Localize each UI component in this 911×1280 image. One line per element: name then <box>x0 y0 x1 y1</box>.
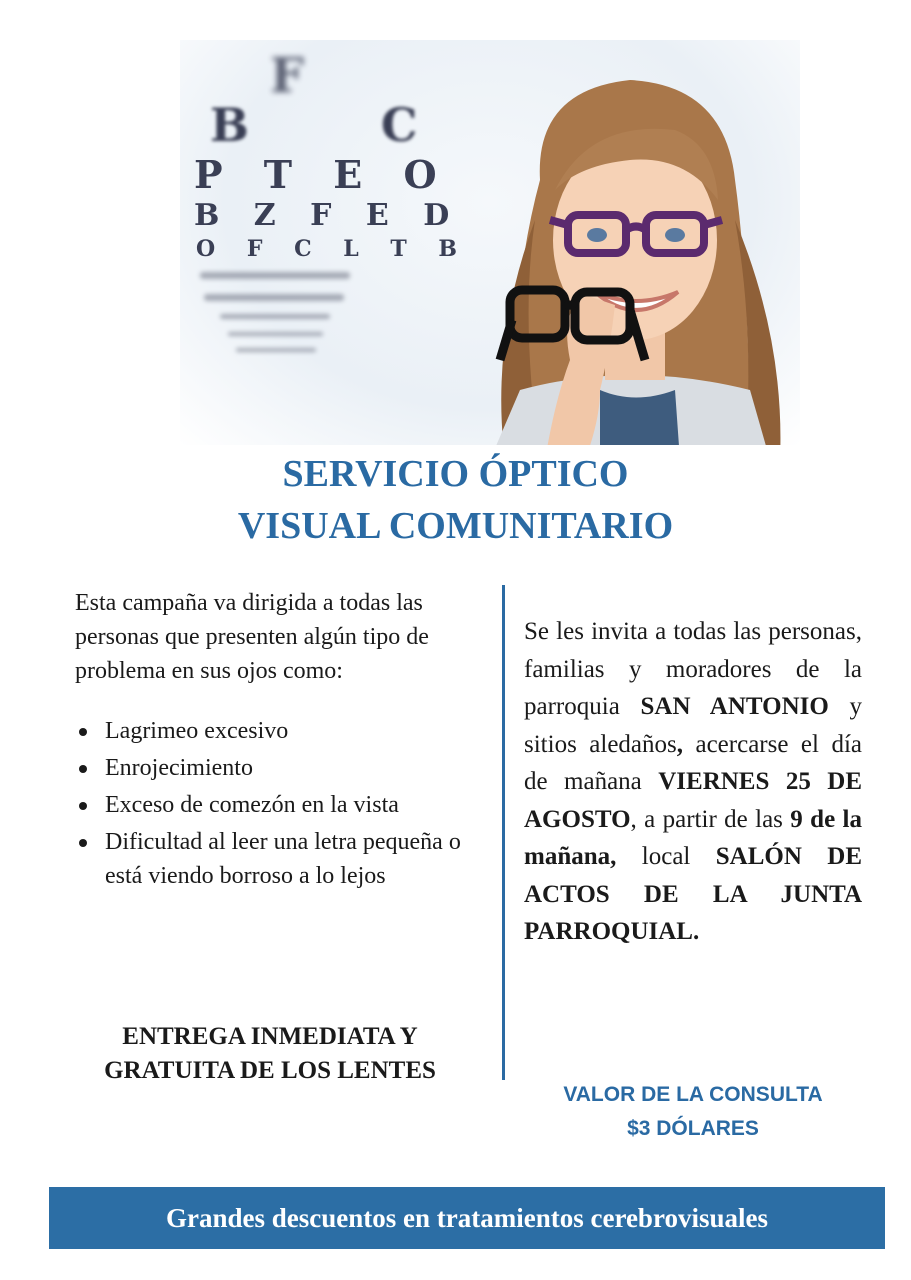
invitation-comma: , <box>676 730 683 758</box>
symptom-list <box>75 714 495 893</box>
page-title <box>0 448 911 552</box>
intro-text: Esta campaña va dirigida a todas las personas que presenten algún tipo de problema en sus ojos como: <box>75 590 429 684</box>
bullet-icon <box>79 839 87 847</box>
list-item <box>75 751 495 785</box>
eye-chart-row: B Z F E D <box>194 198 462 233</box>
list-item <box>75 825 495 893</box>
invitation-nearby: y sitios aledaños <box>524 693 862 758</box>
eye-chart-row: F <box>270 48 305 104</box>
eye-chart-blur-row <box>236 348 316 352</box>
left-column <box>75 586 495 896</box>
list-item-label: Exceso de comezón en la vista <box>105 792 399 818</box>
eye-chart-blur-row <box>200 272 350 279</box>
eye-chart-row: P T E O <box>194 152 451 197</box>
parish-name: SAN ANTONIO <box>640 693 829 720</box>
free-lenses-line: ENTREGA INMEDIATA Y <box>122 1023 418 1050</box>
free-lenses-notice <box>60 1020 480 1088</box>
column-divider <box>502 585 505 1080</box>
eye-chart-blur-row <box>228 332 323 336</box>
invitation-local: local <box>616 843 691 870</box>
hero-photo <box>180 40 800 445</box>
bullet-icon <box>79 728 87 736</box>
invitation-text <box>524 613 862 951</box>
title-line: SERVICIO ÓPTICO <box>282 453 629 495</box>
list-item <box>75 714 495 748</box>
free-lenses-line: GRATUITA DE LOS LENTES <box>104 1057 436 1084</box>
consultation-price <box>524 1078 862 1146</box>
bullet-icon <box>79 765 87 773</box>
title-line: VISUAL COMUNITARIO <box>237 505 674 547</box>
girl-with-glasses-illustration <box>450 60 800 445</box>
list-item-label: Dificultad al leer una letra pequeña o está viendo borroso a lo lejos <box>105 829 461 889</box>
invitation-paragraph <box>524 613 862 951</box>
invitation-approach: acercarse el día de mañana <box>524 730 862 795</box>
bullet-icon <box>79 802 87 810</box>
event-venue: SALÓN DE ACTOS DE LA JUNTA PARROQUIAL. <box>524 843 862 945</box>
discount-banner: Grandes descuentos en tratamientos cerebrovisuales <box>49 1187 885 1249</box>
eye-chart-blur-row <box>204 294 344 301</box>
eye-chart <box>180 40 480 400</box>
eye-chart-blur-row <box>220 314 330 319</box>
list-item <box>75 788 495 822</box>
event-time: 9 de la mañana, <box>524 805 863 870</box>
list-item-label: Lagrimeo excesivo <box>105 718 289 744</box>
eye-chart-row: B C <box>210 98 476 152</box>
list-item-label: Enrojecimiento <box>105 755 253 781</box>
eye-chart-row: O F C L T B <box>196 236 470 262</box>
event-date: VIERNES 25 DE AGOSTO <box>524 768 862 833</box>
invitation-intro: Se les invita a todas las personas, familias y moradores de la parroquia <box>524 618 862 720</box>
price-value: $3 DÓLARES <box>627 1117 759 1140</box>
invitation-from: , a partir de las <box>630 805 783 833</box>
price-label: VALOR DE LA CONSULTA <box>563 1083 823 1106</box>
